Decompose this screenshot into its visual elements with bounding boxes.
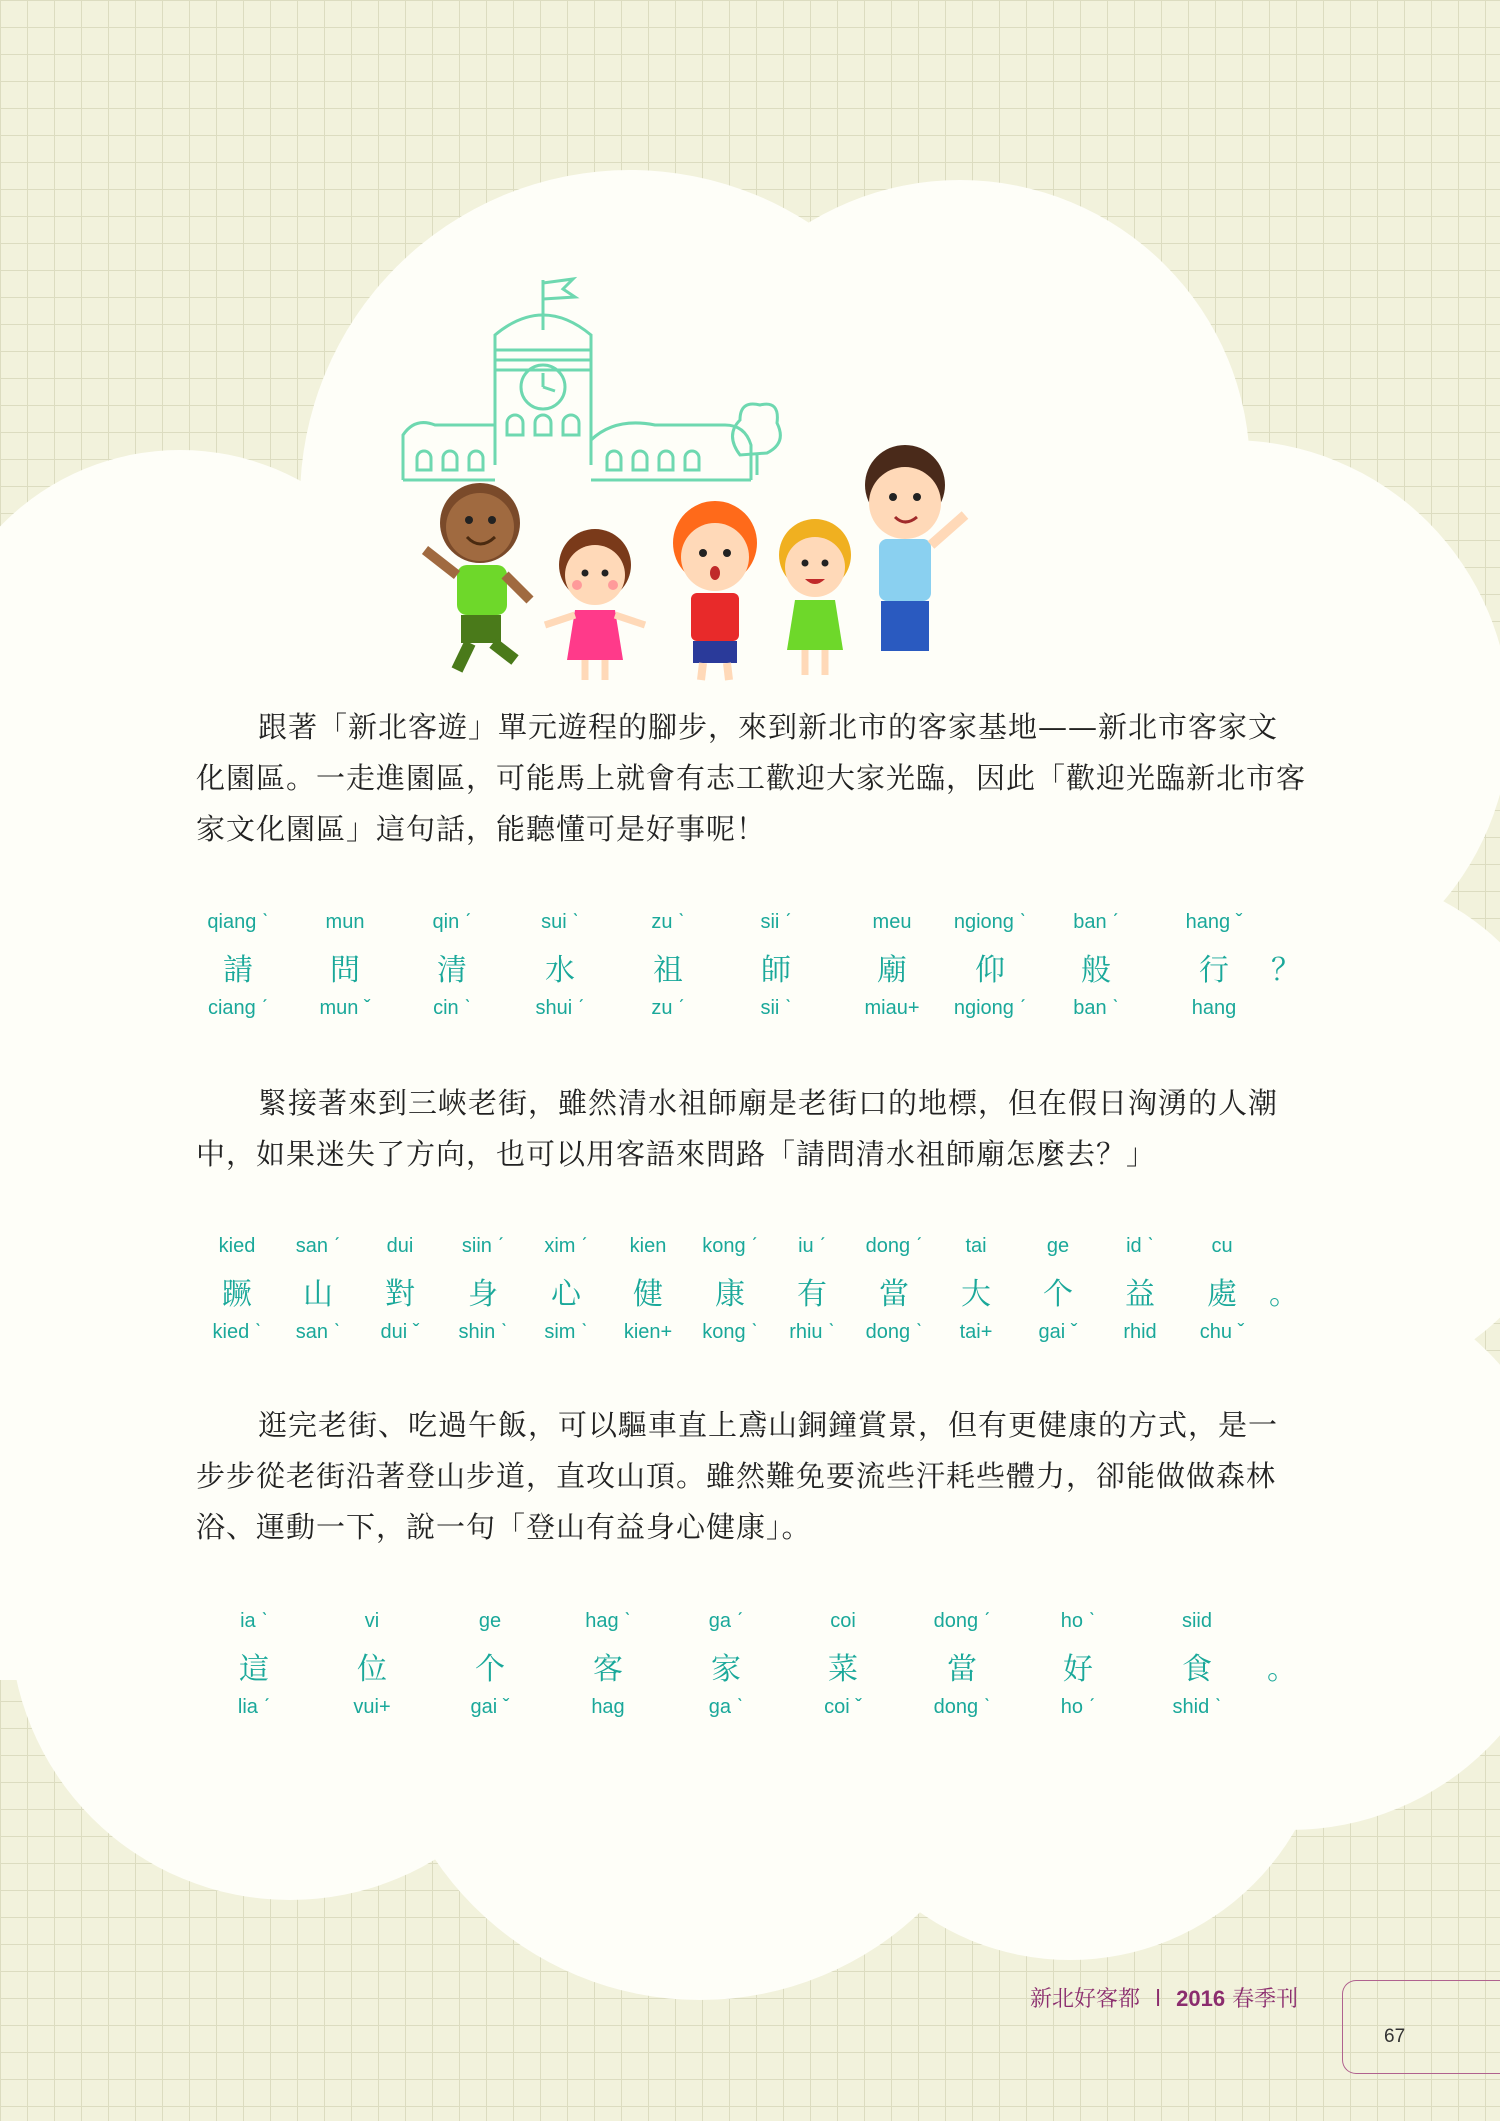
romanization-top: id ˋ <box>1126 1235 1154 1257</box>
hakka-character: 當 <box>947 1652 977 1687</box>
romanization-top: dui <box>386 1235 414 1257</box>
romanization-top: dong ˊ <box>865 1235 923 1257</box>
hakka-character: 般 <box>1081 953 1111 988</box>
hakka-character: 廟 <box>877 953 907 988</box>
romanization-top: vi <box>364 1610 380 1632</box>
hakka-character: 水 <box>545 953 575 988</box>
hakka-character: 大 <box>961 1277 991 1312</box>
hakka-character: 對 <box>385 1277 415 1312</box>
hakka-character: 祖 <box>653 953 683 988</box>
hiking-paragraph: 逛完老街、吃過午飯，可以驅車直上鳶山銅鐘賞景，但有更健康的方式，是一步步從老街沿著登山步道，直攻山頂。雖然難免要流些汗耗些體力，卻能做做森林浴、運動一下，說一句「登山有益身心健康」。 <box>196 1408 1279 1544</box>
page-number: 67 <box>1384 2026 1406 2047</box>
hakka-character: 請 <box>223 953 253 988</box>
romanization-top: meu <box>872 911 912 933</box>
romanization-top: cu <box>1211 1235 1233 1257</box>
romanization-top: ga ˊ <box>708 1610 744 1632</box>
romanization-bottom: gai ˇ <box>470 1696 510 1718</box>
footer-separator: l <box>1155 1987 1162 2012</box>
end-punctuation: ？ <box>1271 953 1301 988</box>
romanization-bottom: shid ˋ <box>1172 1696 1222 1718</box>
page-number-tab <box>1342 1980 1500 2074</box>
hakka-character: 心 <box>551 1277 581 1312</box>
romanization-bottom: coi ˇ <box>824 1696 862 1718</box>
hakka-character: 食 <box>1182 1652 1212 1687</box>
intro-paragraph: 跟著「新北客遊」單元遊程的腳步，來到新北市的客家基地——新北市客家文化園區。一走進園區，可能馬上就會有志工歡迎大家光臨，因此「歡迎光臨新北市客家文化園區」這句話，能聽懂可是好事呢！ <box>196 710 1307 846</box>
hakka-character: 康 <box>715 1277 745 1312</box>
romanization-top: mun <box>325 911 365 933</box>
romanization-bottom: cin ˋ <box>433 997 471 1019</box>
romanization-bottom: mun ˇ <box>319 997 371 1019</box>
hakka-phrase-row <box>0 1610 1500 1730</box>
hakka-character: 益 <box>1125 1277 1155 1312</box>
romanization-bottom: hang <box>1191 997 1237 1019</box>
hakka-character: 个 <box>1043 1277 1073 1312</box>
hakka-character: 客 <box>593 1652 623 1687</box>
romanization-bottom: ga ˋ <box>708 1696 744 1718</box>
romanization-top: qin ˊ <box>432 911 472 933</box>
romanization-top: ia ˋ <box>240 1610 268 1632</box>
old-street-paragraph: 緊接著來到三峽老街，雖然清水祖師廟是老街口的地標，但在假日洶湧的人潮中，如果迷失了方向，也可以用客語來問路「請問清水祖師廟怎麼去？」 <box>196 1086 1279 1171</box>
hakka-character: 仰 <box>975 953 1005 988</box>
romanization-top: hag ˋ <box>585 1610 631 1632</box>
romanization-bottom: gai ˇ <box>1038 1321 1078 1343</box>
romanization-top: ngiong ˋ <box>953 911 1027 933</box>
hakka-character: 身 <box>468 1277 498 1312</box>
romanization-bottom: kied ˋ <box>212 1321 262 1343</box>
romanization-top: kong ˊ <box>702 1235 758 1257</box>
romanization-top: siid <box>1181 1610 1212 1632</box>
publication-name: 新北好客都 <box>1030 1987 1141 2012</box>
romanization-top: tai <box>965 1235 987 1257</box>
romanization-top: ge <box>1046 1235 1070 1257</box>
hakka-character: 清 <box>437 953 467 988</box>
romanization-bottom: sii ˋ <box>760 997 792 1019</box>
romanization-top: hang ˇ <box>1185 911 1243 933</box>
hakka-character: 行 <box>1199 953 1229 988</box>
romanization-top: ho ˋ <box>1060 1610 1096 1632</box>
romanization-top: dong ˊ <box>933 1610 991 1632</box>
romanization-bottom: ho ˊ <box>1060 1696 1096 1718</box>
hakka-character: 家 <box>711 1652 741 1687</box>
romanization-bottom: sim ˋ <box>544 1321 588 1343</box>
romanization-bottom: miau+ <box>864 997 920 1019</box>
romanization-bottom: lia ˊ <box>237 1696 271 1718</box>
romanization-top: ge <box>478 1610 502 1632</box>
romanization-bottom: ban ˋ <box>1073 997 1119 1019</box>
end-punctuation: 。 <box>1267 1652 1297 1687</box>
hakka-character: 師 <box>761 953 791 988</box>
romanization-bottom: vui+ <box>353 1696 391 1718</box>
hakka-character: 當 <box>879 1277 909 1312</box>
hakka-character: 健 <box>633 1277 663 1312</box>
romanization-bottom: san ˋ <box>295 1321 341 1343</box>
romanization-bottom: dui ˇ <box>380 1321 420 1343</box>
romanization-bottom: shui ˊ <box>535 997 585 1019</box>
romanization-bottom: ngiong ˊ <box>953 997 1027 1019</box>
romanization-bottom: rhid <box>1123 1321 1157 1343</box>
hakka-character: 蹶 <box>222 1277 252 1312</box>
hakka-character: 處 <box>1207 1277 1237 1312</box>
publication-issue: 春季刊 <box>1232 1987 1299 2012</box>
romanization-top: sui ˋ <box>541 911 579 933</box>
romanization-top: zu ˋ <box>651 911 685 933</box>
romanization-top: coi <box>830 1610 856 1632</box>
romanization-bottom: kong ˋ <box>702 1321 758 1343</box>
romanization-top: sii ˊ <box>760 911 792 933</box>
hakka-character: 个 <box>475 1652 505 1687</box>
romanization-top: iu ˊ <box>798 1235 826 1257</box>
romanization-top: kien <box>629 1235 667 1257</box>
hakka-character: 菜 <box>828 1652 858 1687</box>
romanization-bottom: dong ˋ <box>865 1321 923 1343</box>
hakka-character: 問 <box>330 953 360 988</box>
romanization-bottom: chu ˇ <box>1199 1321 1245 1343</box>
romanization-bottom: zu ˊ <box>651 997 685 1019</box>
hakka-phrase-row <box>0 1235 1500 1355</box>
publication-year: 2016 <box>1176 1986 1226 2011</box>
footer-publication-title <box>1030 1982 1298 2013</box>
hakka-character: 山 <box>303 1277 333 1312</box>
romanization-bottom: kien+ <box>623 1321 673 1343</box>
romanization-top: san ˊ <box>295 1235 341 1257</box>
hakka-phrase-row <box>0 911 1500 1031</box>
hakka-character: 這 <box>239 1652 269 1687</box>
romanization-top: siin ˊ <box>461 1235 505 1257</box>
end-punctuation: 。 <box>1269 1277 1299 1312</box>
romanization-top: xim ˊ <box>544 1235 588 1257</box>
kids-and-building-illustration <box>395 275 995 685</box>
romanization-bottom: dong ˋ <box>933 1696 991 1718</box>
romanization-bottom: tai+ <box>959 1321 993 1343</box>
hakka-character: 位 <box>357 1652 387 1687</box>
romanization-bottom: rhiu ˋ <box>789 1321 835 1343</box>
romanization-top: ban ˊ <box>1073 911 1119 933</box>
romanization-top: kied <box>218 1235 256 1257</box>
romanization-bottom: shin ˋ <box>458 1321 508 1343</box>
hakka-character: 好 <box>1063 1652 1093 1687</box>
romanization-bottom: ciang ˊ <box>207 997 269 1019</box>
romanization-bottom: hag <box>591 1696 625 1718</box>
romanization-top: qiang ˋ <box>207 911 269 933</box>
hakka-character: 有 <box>797 1277 827 1312</box>
